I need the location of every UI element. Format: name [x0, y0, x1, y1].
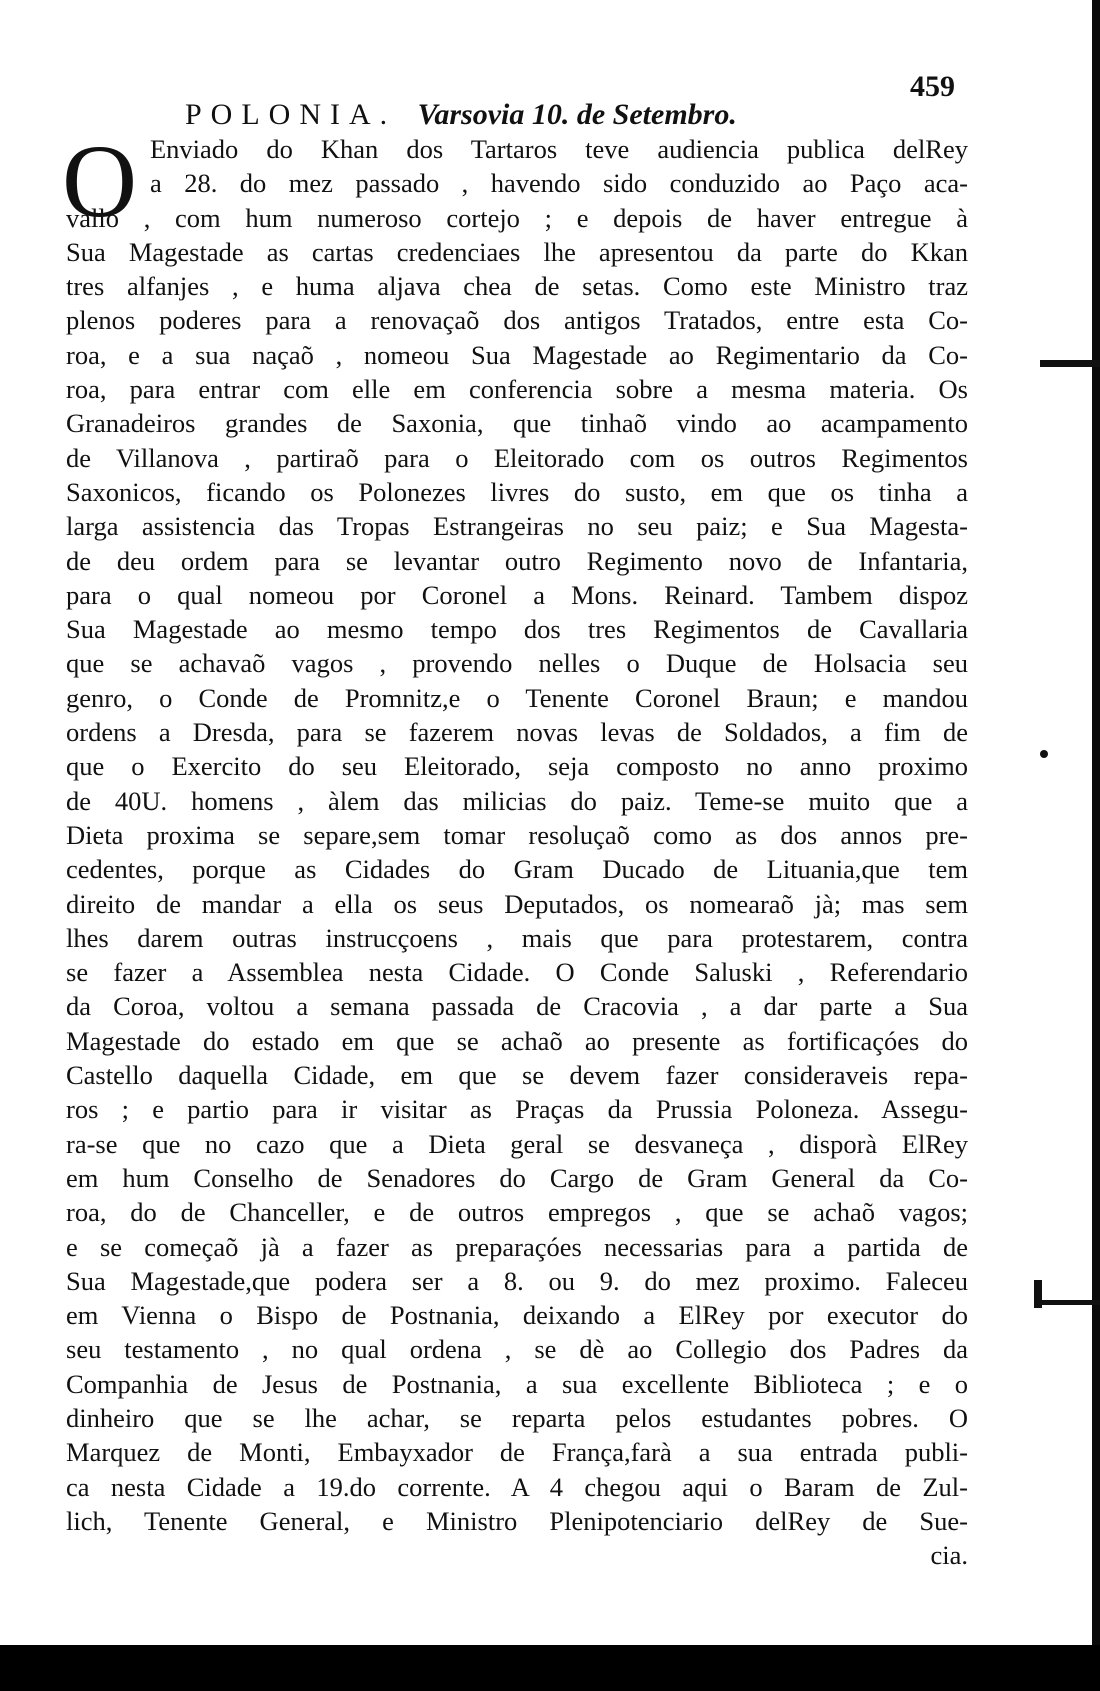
- text-line: roa, para entrar com elle em conferencia sobre a mesma materia. Os: [66, 374, 968, 405]
- text-line: de deu ordem para se levantar outro Regimento novo de Infantaria,: [66, 545, 968, 576]
- text-line: vallo , com hum numeroso cortejo ; e depois de haver entregue à: [66, 202, 968, 233]
- page-edge-shadow: [1092, 0, 1100, 1691]
- text-line: Granadeiros grandes de Saxonia, que tinhaõ vindo ao acampamento: [66, 408, 968, 439]
- text-line: em Vienna o Bispo de Postnania, deixando a ElRey por executor do: [66, 1300, 968, 1331]
- text-line: seu testamento , no qual ordena , se dè ao Collegio dos Padres da: [66, 1334, 968, 1365]
- text-line: se fazer a Assemblea nesta Cidade. O Conde Saluski , Referendario: [66, 957, 968, 988]
- text-line: lhes darem outras instrucçoens , mais que para protestarem, contra: [66, 922, 968, 953]
- text-line: tres alfanjes , e huma aljava chea de setas. Como este Ministro traz: [66, 271, 968, 302]
- text-line: Sua Magestade ao mesmo tempo dos tres Regimentos de Cavallaria: [66, 614, 968, 645]
- text-line: lich, Tenente General, e Ministro Plenipotenciario delRey de Sue-: [66, 1505, 968, 1536]
- text-line: e se começaõ jà a fazer as preparaçóes necessarias para a partida de: [66, 1231, 968, 1262]
- text-line: Saxonicos, ficando os Polonezes livres do susto, em que os tinha a: [66, 476, 968, 507]
- text-line: que o Exercito do seu Eleitorado, seja composto no anno proximo: [66, 751, 968, 782]
- text-line: Castello daquella Cidade, em que se devem fazer consideraveis repa-: [66, 1060, 968, 1091]
- text-line: de 40U. homens , àlem das milicias do paiz. Teme-se muito que a: [66, 785, 968, 816]
- text-line: Enviado do Khan dos Tartaros teve audiencia publica delRey: [150, 134, 968, 164]
- page-number: 459: [910, 70, 955, 103]
- scan-bottom-border: [0, 1645, 1100, 1691]
- text-line: Marquez de Monti, Embayxador de França,farà a sua entrada publi-: [66, 1437, 968, 1468]
- margin-dot: [1040, 750, 1048, 758]
- text-line: Dieta proxima se separe,sem tomar resoluçaõ como as dos annos pre-: [66, 819, 968, 850]
- margin-mark-upper: [1040, 360, 1100, 367]
- text-line: direito de mandar a ella os seus Deputados, os nomearaõ jà; mas sem: [66, 888, 968, 919]
- text-line: para o qual nomeou por Coronel a Mons. Reinard. Tambem dispoz: [66, 579, 968, 610]
- text-line: roa, e a sua naçaõ , nomeou Sua Magestade ao Regimentario da Co-: [66, 339, 968, 370]
- text-line: cedentes, porque as Cidades do Gram Ducado de Lituania,que tem: [66, 854, 968, 885]
- text-line: plenos poderes para a renovaçaõ dos antigos Tratados, entre esta Co-: [66, 305, 968, 336]
- text-line: ros ; e partio para ir visitar as Praças da Prussia Poloneza. Assegu-: [66, 1094, 968, 1125]
- text-line: a 28. do mez passado , havendo sido conduzido ao Paço aca-: [150, 168, 968, 199]
- text-line: que se achavaõ vagos , provendo nelles o Duque de Holsacia seu: [66, 648, 968, 679]
- text-line: roa, do de Chanceller, e de outros empregos , que se achaõ vagos;: [66, 1197, 968, 1228]
- text-line: dinheiro que se lhe achar, se reparta pelos estudantes pobres. O: [66, 1402, 968, 1433]
- text-line: larga assistencia das Tropas Estrangeiras no seu paiz; e Sua Magesta-: [66, 511, 968, 542]
- text-line: Companhia de Jesus de Postnania, a sua excellente Biblioteca ; e o: [66, 1368, 968, 1399]
- text-line: em hum Conselho de Senadores do Cargo de Gram General da Co-: [66, 1162, 968, 1193]
- margin-mark-lower: [1036, 1300, 1100, 1305]
- drop-cap: O: [62, 124, 138, 239]
- text-line: cia.: [930, 1540, 968, 1571]
- text-line: ordens a Dresda, para se fazerem novas levas de Soldados, a fim de: [66, 717, 968, 748]
- text-line: de Villanova , partiraõ para o Eleitorado com os outros Regimentos: [66, 442, 968, 473]
- text-line: genro, o Conde de Promnitz,e o Tenente Coronel Braun; e mandou: [66, 682, 968, 713]
- text-line: Sua Magestade as cartas credenciaes lhe apresentou da parte do Kkan: [66, 236, 968, 267]
- page-header: [185, 98, 905, 132]
- text-line: Sua Magestade,que podera ser a 8. ou 9. do mez proximo. Faleceu: [66, 1265, 968, 1296]
- header-dateline: Varsovia 10. de Setembro.: [417, 98, 737, 131]
- header-country: POLONIA.: [185, 98, 397, 131]
- margin-mark-left-bar: [1034, 1280, 1042, 1308]
- article-body: [66, 132, 968, 1572]
- text-line: Magestade do estado em que se achaõ ao presente as fortificaçóes do: [66, 1025, 968, 1056]
- text-line: ra-se que no cazo que a Dieta geral se desvaneça , disporà ElRey: [66, 1128, 968, 1159]
- text-line: da Coroa, voltou a semana passada de Cracovia , a dar parte a Sua: [66, 991, 968, 1022]
- text-line: ca nesta Cidade a 19.do corrente. A 4 chegou aqui o Baram de Zul-: [66, 1471, 968, 1502]
